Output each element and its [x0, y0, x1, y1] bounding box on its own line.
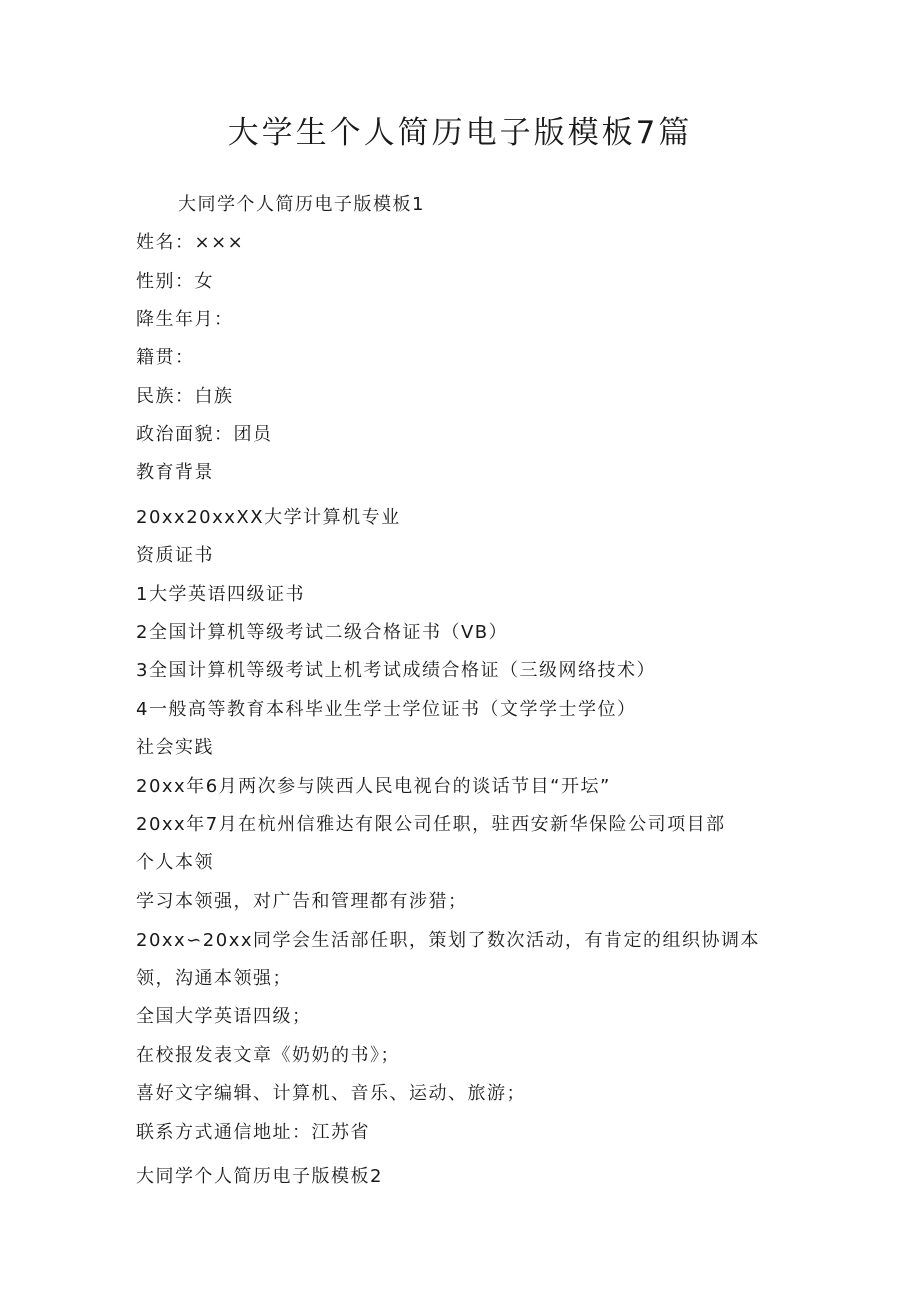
- skill-item: 20xx∽20xx同学会生活部任职，策划了数次活动，有肯定的组织协调本: [136, 930, 760, 951]
- field-ethnicity: 民族：白族: [136, 386, 234, 407]
- section-heading-social-practice: 社会实践: [136, 737, 214, 758]
- certificate-item: 4一般高等教育本科毕业生学士学位证书（文学学士学位）: [136, 699, 637, 720]
- field-native-place: 籍贯：: [136, 347, 195, 368]
- contact-item: 联系方式通信地址：江苏省: [136, 1122, 370, 1143]
- hobbies-item: 喜好文字编辑、计算机、音乐、运动、旅游；: [136, 1083, 526, 1104]
- field-birth-date: 降生年月：: [136, 309, 234, 330]
- skill-item: 全国大学英语四级；: [136, 1006, 312, 1027]
- document-title: 大学生个人简历电子版模板7篇: [227, 115, 693, 151]
- skill-item-continued: 领，沟通本领强；: [136, 968, 292, 989]
- practice-item: 20xx年6月两次参与陕西人民电视台的谈话节目“开坛”: [136, 776, 611, 797]
- section-heading-template-1: 大同学个人简历电子版模板1: [178, 194, 425, 215]
- field-gender: 性别：女: [136, 271, 214, 292]
- section-heading-skills: 个人本领: [136, 852, 214, 873]
- section-heading-template-2: 大同学个人简历电子版模板2: [136, 1166, 383, 1187]
- practice-item: 20xx年7月在杭州信雅达有限公司任职，驻西安新华保险公司项目部: [136, 814, 726, 835]
- education-item: 20xx20xxXX大学计算机专业: [136, 507, 401, 528]
- skill-item: 学习本领强，对广告和管理都有涉猎；: [136, 891, 468, 912]
- skill-item: 在校报发表文章《奶奶的书》；: [136, 1045, 400, 1066]
- section-heading-education: 教育背景: [136, 462, 214, 483]
- section-heading-certificates: 资质证书: [136, 545, 214, 566]
- certificate-item: 3全国计算机等级考试上机考试成绩合格证（三级网络技术）: [136, 660, 656, 681]
- certificate-item: 2全国计算机等级考试二级合格证书（VB）: [136, 622, 509, 643]
- field-political-status: 政治面貌：团员: [136, 424, 273, 445]
- certificate-item: 1大学英语四级证书: [136, 584, 305, 605]
- field-name: 姓名：×××: [136, 232, 245, 253]
